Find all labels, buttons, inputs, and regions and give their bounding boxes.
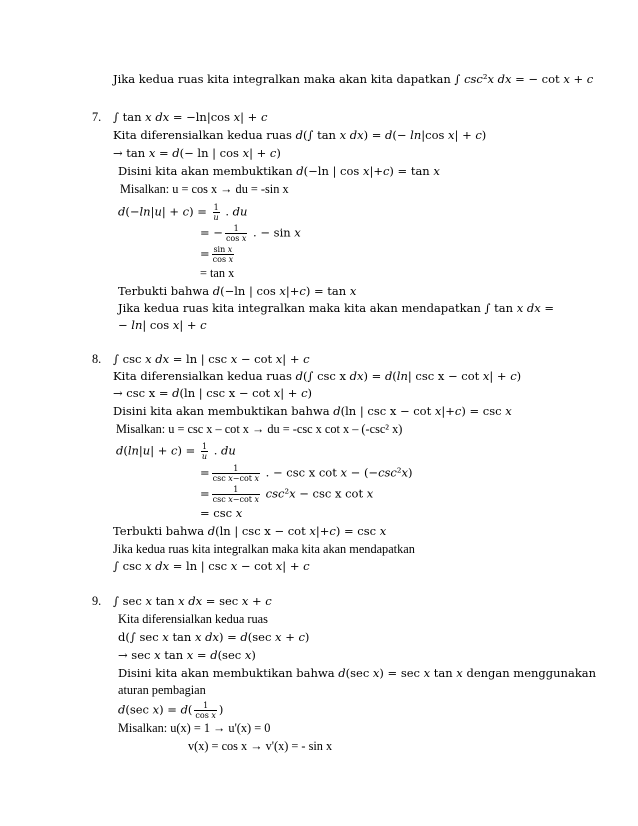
equation-part: = − bbox=[200, 225, 223, 240]
equation-line bbox=[118, 701, 223, 720]
fraction-denominator: cos 𝑥 bbox=[212, 255, 234, 264]
text-line: Terbukti bahwa 𝑑(−ln | cos 𝑥|+𝑐) = tan 𝑥 bbox=[118, 284, 357, 298]
fraction bbox=[213, 203, 220, 222]
equation-part: 𝑑(sec 𝑥) = 𝑑( bbox=[118, 702, 193, 717]
text-line: Disini kita akan membuktikan bahwa 𝑑(sec 𝑥) = sec 𝑥 tan 𝑥 dengan menggunakan bbox=[118, 666, 597, 680]
fraction-denominator: 𝑢 bbox=[201, 452, 208, 461]
fraction-numerator: sin 𝑥 bbox=[213, 245, 233, 254]
fraction-denominator: csc 𝑥−cot 𝑥 bbox=[212, 495, 260, 504]
equation-part: . 𝑑𝑢 bbox=[221, 204, 248, 219]
equation-line bbox=[116, 442, 236, 461]
text-line: aturan pembagian bbox=[118, 683, 206, 697]
item-number: 7. bbox=[92, 110, 102, 124]
equation-part: 𝑐𝑠𝑐²𝑥 − csc x cot 𝑥 bbox=[262, 486, 374, 501]
text-line: Misalkan: u(x) = 1 → u'(x) = 0 bbox=[118, 721, 271, 735]
fraction bbox=[212, 464, 260, 483]
text-line: d(∫ sec 𝑥 tan 𝑥 𝑑𝑥) = 𝑑(sec 𝑥 + 𝑐) bbox=[118, 630, 310, 644]
text-line: Kita diferensialkan kedua ruas 𝑑(∫ csc x 𝑑𝑥) = 𝑑(𝑙𝑛| csc x − cot 𝑥| + 𝑐) bbox=[113, 369, 522, 383]
fraction-denominator: csc 𝑥−cot 𝑥 bbox=[212, 474, 260, 483]
fraction-numerator: 1 bbox=[233, 224, 239, 233]
text-line: Disini kita akan membuktikan 𝑑(−ln | cos 𝑥|+𝑐) = tan 𝑥 bbox=[118, 164, 440, 178]
fraction bbox=[225, 224, 247, 243]
item-number: 8. bbox=[92, 352, 102, 366]
equation-part: 𝑑(𝑙𝑛|𝑢| + 𝑐) = bbox=[116, 443, 199, 458]
fraction-numerator: 1 bbox=[201, 442, 208, 451]
equation-part: = bbox=[200, 486, 210, 501]
item-number: 9. bbox=[92, 594, 102, 608]
text-line: = csc 𝑥 bbox=[200, 506, 243, 520]
fraction-denominator: 𝑢 bbox=[213, 213, 219, 222]
equation-line bbox=[200, 464, 412, 483]
fraction-numerator: 1 bbox=[233, 464, 239, 473]
text-line: Kita diferensialkan kedua ruas bbox=[118, 612, 268, 626]
text-line: Disini kita akan membuktikan bahwa 𝑑(ln | csc x − cot 𝑥|+𝑐) = csc 𝑥 bbox=[113, 404, 512, 418]
equation-part: = bbox=[200, 465, 210, 480]
equation-line bbox=[200, 245, 236, 264]
text-line: ∫ csc 𝑥 𝑑𝑥 = ln | csc 𝑥 − cot 𝑥| + 𝑐 bbox=[113, 352, 310, 366]
text-line: ∫ csc 𝑥 𝑑𝑥 = ln | csc 𝑥 − cot 𝑥| + 𝑐 bbox=[113, 559, 310, 573]
fraction-numerator: 1 bbox=[203, 701, 209, 710]
text-line: Jika kedua ruas kita integralkan maka kita akan mendapatkan bbox=[113, 542, 415, 556]
text-line: Terbukti bahwa 𝑑(ln | csc x − cot 𝑥|+𝑐) = csc 𝑥 bbox=[113, 524, 387, 538]
equation-part: = bbox=[200, 246, 210, 261]
text-line: → sec 𝑥 tan 𝑥 = 𝑑(sec 𝑥) bbox=[118, 648, 256, 662]
fraction-numerator: 1 bbox=[213, 203, 219, 212]
fraction bbox=[212, 485, 260, 504]
text-line: ∫ tan 𝑥 𝑑𝑥 = −ln|cos 𝑥| + 𝑐 bbox=[113, 110, 268, 124]
text-line: Kita diferensialkan kedua ruas 𝑑(∫ tan 𝑥 𝑑𝑥) = 𝑑(− 𝑙𝑛|cos 𝑥| + 𝑐) bbox=[113, 128, 487, 142]
fraction-denominator: cos 𝑥 bbox=[225, 234, 247, 243]
text-line: Jika kedua ruas kita integralkan maka kita akan mendapatkan ∫ tan 𝑥 𝑑𝑥 = bbox=[118, 301, 555, 315]
equation-part: 𝑑(−𝑙𝑛|𝑢| + 𝑐) = bbox=[118, 204, 211, 219]
text-line: Jika kedua ruas kita integralkan maka akan kita dapatkan ∫ 𝑐𝑠𝑐²𝑥 𝑑𝑥 = − cot 𝑥 + 𝑐 bbox=[113, 72, 594, 86]
equation-line bbox=[200, 485, 373, 504]
text-line: = tan x bbox=[200, 266, 235, 280]
text-line: − 𝑙𝑛| cos 𝑥| + 𝑐 bbox=[118, 318, 207, 332]
equation-part: . − sin 𝑥 bbox=[249, 225, 301, 240]
text-line: v(x) = cos x → v'(x) = - sin x bbox=[188, 739, 333, 753]
text-line: Misalkan: u = cos x → du = -sin x bbox=[120, 182, 289, 196]
fraction-numerator: 1 bbox=[233, 485, 239, 494]
equation-line bbox=[118, 203, 247, 222]
text-line: Misalkan: u = csc x – cot x → du = -csc x cot x – (-csc² x) bbox=[116, 422, 403, 436]
text-line: ∫ sec 𝑥 tan 𝑥 𝑑𝑥 = sec 𝑥 + 𝑐 bbox=[113, 594, 272, 608]
fraction bbox=[201, 442, 208, 461]
text-line: → csc x = 𝑑(ln | csc x − cot 𝑥| + 𝑐) bbox=[113, 386, 313, 400]
fraction bbox=[212, 245, 234, 264]
equation-part: . 𝑑𝑢 bbox=[210, 443, 236, 458]
equation-part: ) bbox=[218, 702, 224, 717]
text-line: → tan 𝑥 = 𝑑(− ln | cos 𝑥| + 𝑐) bbox=[113, 146, 281, 160]
equation-line bbox=[200, 224, 301, 243]
fraction bbox=[194, 701, 216, 720]
equation-part: . − csc x cot 𝑥 − (−𝑐𝑠𝑐²𝑥) bbox=[262, 465, 413, 480]
fraction-denominator: cos 𝑥 bbox=[195, 711, 216, 720]
